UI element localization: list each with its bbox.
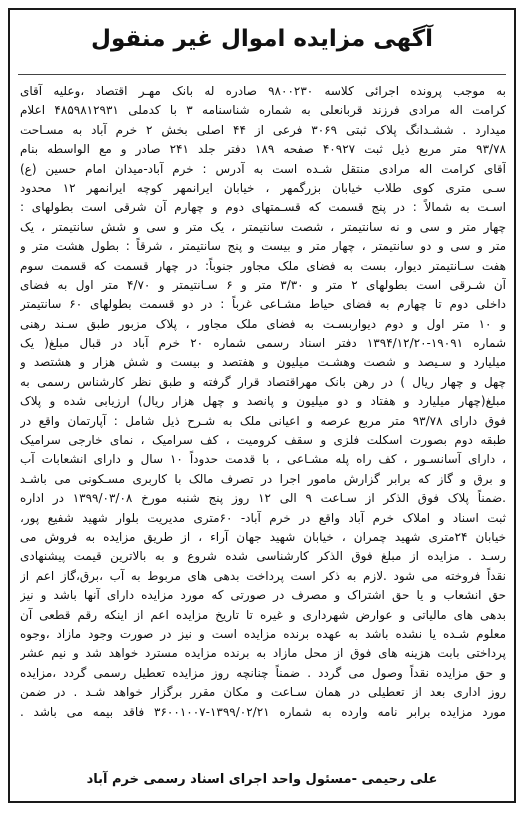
body-line: نقداً فروخته می شود .لازم به ذکر است پرداخت بدهی های مربوط به آب ،برق،گاز اعم از [20,568,506,583]
body-line: شماره ۱۹۰۹۱-۱۳۹۴/۱۲/۲۰ دفتر اسناد رسمی شماره ۲۰ خرم آباد در قبال مبلغ( یک [20,336,506,351]
body-line: و ۱۰ متر اول و دوم دیواربسـت به فضای ملک مجاور ، پلاک مزبور طبق سـند رهنی [20,316,506,331]
title-divider [18,74,506,75]
body-line: متر و سی و دو سانتیمتر ، چهار متر و بیست و پنج سانتیمتر ، شرقاً : بطول هشت متر و [20,239,506,254]
body-line: و حق مزایده نقداً وصول می گردد . ضمناً چنانچه روز مزایده تعطیل رسمی گردد ،مزایده [20,665,506,680]
body-line: هفت سـانتیمتر دیوار، بست به فضای ملک مجاور جنوباً: در چهار قسمت که قسمت سوم [20,258,506,273]
body-line: پرداختی بابت هزینه های فوق از محل مازاد به برنده مزایده مسترد خواهد شد و نیم عشر [20,646,506,661]
body-line: بدهی های مالیاتی و عوارض شهرداری و غیره تا تاریخ مزایده اعم از اینکه رقم قطعی آن [20,607,506,622]
body-line: چهار متر و سی و نه سانتیمتر ، شصت سانتیمتر ، یک متر و سی و شش سانتیمتر ، یک [20,219,506,234]
body-line: داخلی دوم تا چهارم به فضای حیاط مشـاعی غرباً : در دو قسمت بطولهای ۶۰ سانتیمتر [20,297,506,312]
body-line: به موجب پرونده اجرائی کلاسه ۹۸۰۰۲۳۰ صادره له بانک مهـر اقتصاد ،وعلیه آقای [20,84,506,98]
body-line: مورد مزایده برابر نامه وارده به شماره ۱۳۹۹/۰۲/۲۱-۳۶۰۰۱۰۰۷ فاقد بیمه می باشد . [20,704,506,719]
body-line: ثبت اسناد و املاک خرم آباد واقع در خرم آباد- ۶۰متری مدیریت بلوار شهید شفیع پور، [20,510,506,525]
body-line: خیابان ۲۴متری شهید چمران ، خیابان شهید جهان آراء ، از طریق مزایده به فروش می [20,529,506,544]
body-line: ۹۳/۷۸ متر مربع ذیل ثبت ۴۰۹۲۷ صفحه ۱۸۹ دفتر جلد ۲۴۱ صادر و مع الواسطه بنام [20,142,506,157]
notice-signature: علی رحیمی -مسئول واحد اجرای اسناد رسمی خرم آباد [86,772,438,787]
body-line: میدارد . ششـدانگ پلاک ثبتی ۳۰۶۹ فرعی از ۴۴ اصلی بخش ۲ خرم آباد به مسـاحت [20,122,506,137]
body-line: آقای کرامت اله مرادی منتقل شـده است به آدرس : خرم آباد-میدان امام حسین (ع) [20,161,506,176]
notice-body [20,82,506,722]
body-line: .ضمناً پلاک فوق الذکر از سـاعت ۹ الی ۱۲ روز پنج شنبه مورخ ۱۳۹۹/۰۳/۰۸ در اداره [20,491,506,506]
body-line: و برق و گاز که برابر گزارش مامور اجرا در تصرف مالک با کاربری مسـکونی می باشـد [20,471,506,486]
body-line: روز اداری بعد از تعطیلی در همان سـاعت و مکان مقرر برگزار خواهد شـد . در ضمن [20,685,506,700]
notice-title: آگهی مزایده اموال غیر منقول [90,26,434,52]
body-line: کرامت اله مرادی فرزند قربانعلی به شماره شناسنامه ۳ با کدملی ۴۸۵۹۸۱۲۹۳۱ اعلام [20,103,506,118]
body-line: ، دارای آسانسـور ، کف راه پله مشـاعی ، با قدمت حدوداً ۱۰ سال و دارای انشعابات آب [20,452,506,467]
body-line: مبلغ(چهار میلیارد و هفتاد و دو میلیون و پانصد و چهل هزار ریال) ارزیابی شده و پلاک [20,394,506,409]
body-line: میلیارد و سـیصد و شصت وهشـت میلیون و هفتصد و بیست و شش هزار و هشتصد و [20,355,506,370]
body-line: حق انشعاب و یا حق اشتراک و مصرف در صورتی که مورد مزایده دارای آنها باشد و نیز [20,588,506,603]
body-line: معلوم شـده یا نشده باشد به عهده برنده مزایده است و نیز در صورت وجود مازاد ،وجوه [20,626,506,641]
body-line: رسـد . مزایده از مبلغ فوق الذکر کارشناسی شده شروع و به بالاترین قیمت پیشنهادی [20,549,506,564]
body-line: فوق دارای ۹۳/۷۸ متر مربع عرصه و اعیانی ملک به شـرح ذیل شامل : آپارتمان واقع در [20,413,506,428]
notice-frame [8,8,516,803]
body-line: طبقه دوم بصورت اسکلت فلزی و سقف کرومیت ، کف سرامیک ، نمای خارجی سرامیک [20,433,506,448]
body-line: چهل و چهار ریال ) در رهن بانک مهراقتصاد قرار گرفته و طبق نظر کارشناس رسمی به [20,374,506,389]
body-line: سـی متری کوی طلاب خیابان بزرگمهر ، خیابان ایرانمهر کوچه ایرانمهر ۱۲ محدود [20,180,506,195]
body-line: اسـت به شمالاً : در پنج قسمت که قسـمتهای دوم و چهارم آن شرقی است بطولهای : [20,200,506,215]
body-line: آن شـرقی است بطولهای ۲ متر و ۳/۳۰ متر و ۶ سـانتیمتر و ۴/۷۰ متر اول به فضای [20,277,506,292]
